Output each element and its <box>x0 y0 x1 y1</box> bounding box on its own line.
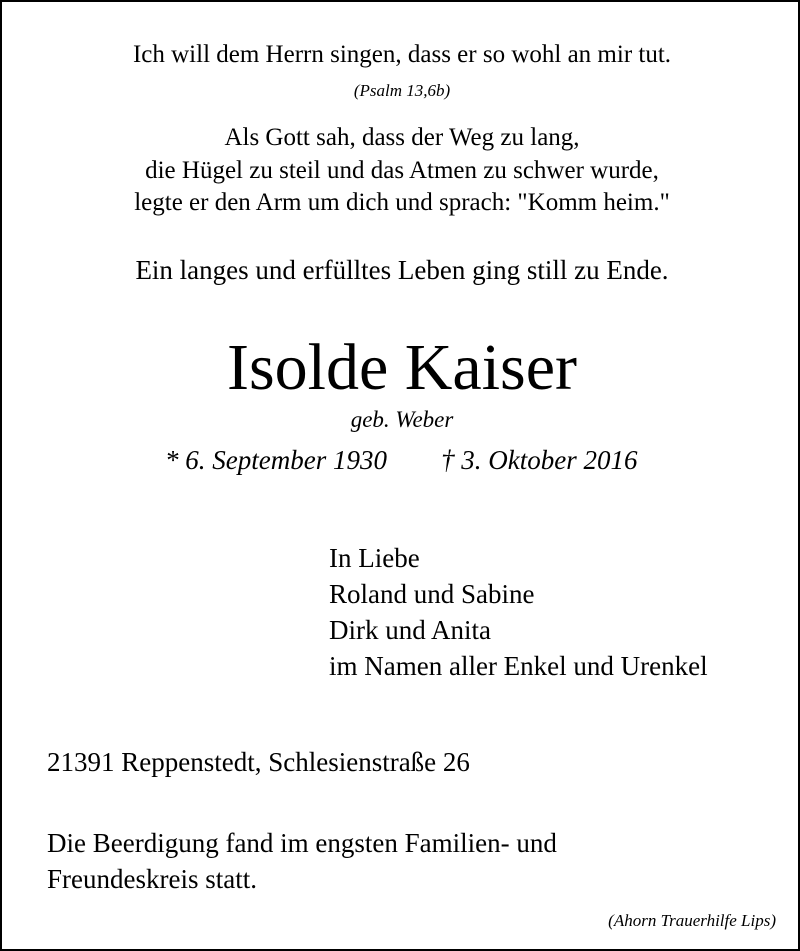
poem-line: legte er den Arm um dich und sprach: "Komm heim." <box>134 189 670 216</box>
signature-line: Roland und Sabine <box>329 579 535 609</box>
funeral-note <box>47 825 557 897</box>
life-statement: Ein langes und erfülltes Leben ging still zu Ende. <box>135 255 669 285</box>
poem-line: Als Gott sah, dass der Weg zu lang, <box>224 124 580 151</box>
signature-line: In Liebe <box>329 543 420 573</box>
funeral-note-line: Freundeskreis statt. <box>47 864 257 894</box>
death-date: † 3. Oktober 2016 <box>441 445 638 475</box>
funeral-note-line: Die Beerdigung fand im engsten Familien- und <box>47 828 557 858</box>
birth-name: geb. Weber <box>350 407 454 432</box>
bible-verse: Ich will dem Herrn singen, dass er so wohl an mir tut. <box>132 41 672 68</box>
funeral-home-credit: (Ahorn Trauerhilfe Lips) <box>608 911 776 930</box>
address: 21391 Reppenstedt, Schlesienstraße 26 <box>47 747 470 777</box>
verse-reference: (Psalm 13,6b) <box>353 81 451 100</box>
birth-date: * 6. September 1930 <box>165 445 387 475</box>
poem-line: die Hügel zu steil und das Atmen zu schwer wurde, <box>145 157 659 184</box>
signature-line: Dirk und Anita <box>329 615 491 645</box>
deceased-name: Isolde Kaiser <box>226 331 578 404</box>
mourners-signature <box>329 540 708 684</box>
signature-line: im Namen aller Enkel und Urenkel <box>329 651 708 681</box>
